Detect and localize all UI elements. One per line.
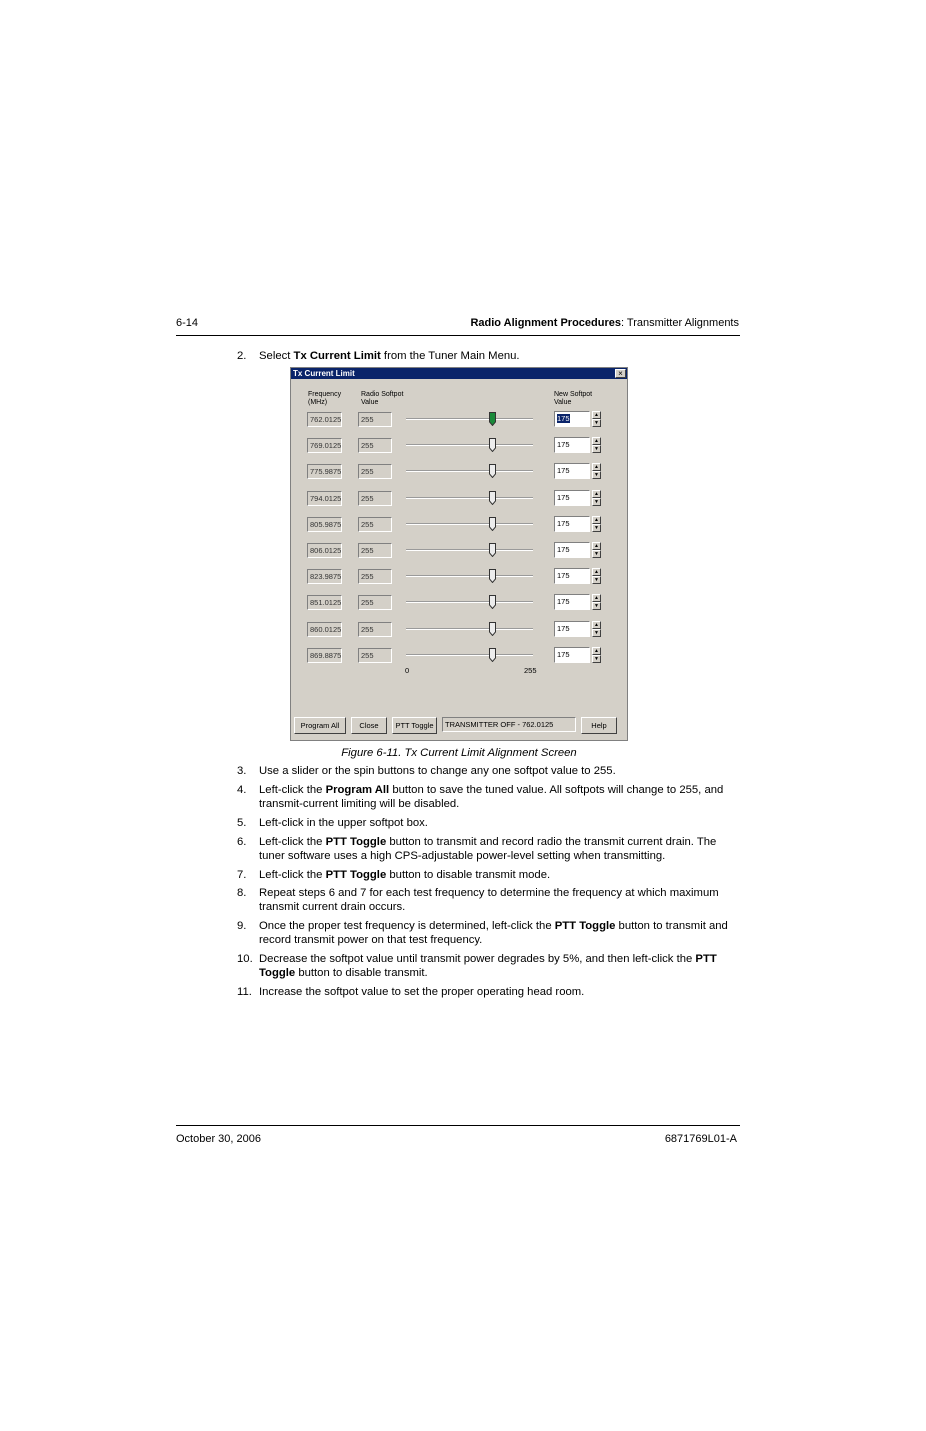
spin-down-icon[interactable]: ▼ [592, 576, 601, 584]
spin-down-icon[interactable]: ▼ [592, 419, 601, 427]
step-number: 4. [237, 784, 247, 796]
help-button[interactable]: Help [581, 717, 617, 734]
new-softpot-value: 175 [557, 571, 570, 580]
col-header-frequency-line1: Frequency [308, 391, 342, 398]
softpot-slider-track[interactable] [406, 497, 533, 499]
running-header-section: Radio Alignment Procedures [470, 317, 621, 329]
new-softpot-value: 175 [557, 493, 570, 502]
spin-down-icon[interactable]: ▼ [592, 524, 601, 532]
step-text-part: Once the proper test frequency is determined, left-click the [259, 920, 555, 932]
spin-buttons [592, 594, 601, 610]
step-text-part: button to transmit and record transmit power on that test frequency. [259, 920, 728, 946]
new-softpot-value: 175 [557, 440, 570, 449]
col-header-radio-line2: Value [361, 399, 379, 406]
step-text [259, 868, 737, 882]
step-number: 6. [237, 836, 247, 848]
radio-softpot-field: 255 [358, 491, 392, 506]
step-text [259, 985, 737, 999]
spin-down-icon[interactable]: ▼ [592, 550, 601, 558]
tx-current-limit-dialog [290, 367, 628, 741]
softpot-slider-thumb[interactable] [489, 622, 496, 636]
new-softpot-input[interactable] [554, 647, 590, 663]
step-text-part: Repeat steps 6 and 7 for each test frequency to determine the frequency at which maximum transmit current drain occurs. [259, 887, 719, 913]
new-softpot-value: 175 [557, 466, 570, 475]
step-text-part: Left-click the [259, 784, 326, 796]
new-softpot-input[interactable] [554, 621, 590, 637]
col-header-new-line1: New Softpot [554, 391, 593, 398]
softpot-slider-thumb[interactable] [489, 412, 496, 426]
step-number: 10. [237, 953, 253, 965]
new-softpot-value: 175 [557, 650, 570, 659]
spin-up-icon[interactable]: ▲ [592, 463, 601, 471]
dialog-title: Tx Current Limit [293, 369, 355, 378]
spin-up-icon[interactable]: ▲ [592, 647, 601, 655]
step-text-part: from the Tuner Main Menu. [380, 350, 520, 362]
step-text-bold: PTT Toggle [554, 920, 616, 932]
radio-softpot-field: 255 [358, 648, 392, 663]
frequency-field: 794.0125 [307, 491, 342, 506]
spin-down-icon[interactable]: ▼ [592, 471, 601, 479]
step-11 [237, 985, 737, 999]
step-5 [237, 816, 737, 830]
softpot-slider-thumb[interactable] [489, 648, 496, 662]
new-softpot-value: 175 [557, 545, 570, 554]
frequency-field: 869.8875 [307, 648, 342, 663]
step-3 [237, 764, 737, 778]
running-header [470, 317, 739, 329]
new-softpot-value: 175 [557, 624, 570, 633]
footer-doc-id: 6871769L01-A [664, 1133, 737, 1145]
step-text-bold: Tx Current Limit [293, 350, 381, 362]
spin-up-icon[interactable]: ▲ [592, 437, 601, 445]
spin-up-icon[interactable]: ▲ [592, 516, 601, 524]
softpot-slider-track[interactable] [406, 444, 533, 446]
radio-softpot-field: 255 [358, 464, 392, 479]
step-text [259, 816, 737, 830]
col-header-frequency-line2: (MHz) [308, 399, 328, 406]
spin-buttons [592, 490, 601, 506]
softpot-slider-thumb[interactable] [489, 569, 496, 583]
step-text-part: Left-click the [259, 836, 326, 848]
step-text-part: Increase the softpot value to set the proper operating head room. [259, 986, 585, 998]
col-header-radio-line1: Radio Softpot [361, 391, 404, 398]
spin-buttons [592, 463, 601, 479]
col-header-new-softpot [554, 391, 592, 407]
step-text [259, 349, 737, 363]
step-8 [237, 886, 737, 914]
step-text [259, 835, 737, 863]
spin-buttons [592, 647, 601, 663]
softpot-slider-track[interactable] [406, 628, 533, 630]
step-number: 5. [237, 817, 247, 829]
spin-up-icon[interactable]: ▲ [592, 594, 601, 602]
ptt-toggle-button[interactable]: PTT Toggle [392, 717, 437, 734]
spin-up-icon[interactable]: ▲ [592, 411, 601, 419]
step-text-part: Use a slider or the spin buttons to change any one softpot value to 255. [259, 765, 616, 777]
dialog-titlebar[interactable] [291, 368, 627, 379]
spin-down-icon[interactable]: ▼ [592, 602, 601, 610]
radio-softpot-field: 255 [358, 622, 392, 637]
step-2 [237, 349, 737, 363]
header-rule [176, 335, 740, 336]
step-text [259, 783, 737, 811]
spin-buttons [592, 621, 601, 637]
page-number: 6-14 [176, 317, 199, 329]
new-softpot-input[interactable] [554, 594, 590, 610]
step-text-part: button to disable transmit mode. [386, 869, 551, 881]
softpot-slider-thumb[interactable] [489, 543, 496, 557]
spin-down-icon[interactable]: ▼ [592, 629, 601, 637]
softpot-slider-track[interactable] [406, 470, 533, 472]
new-softpot-input[interactable] [554, 411, 590, 427]
radio-softpot-field: 255 [358, 569, 392, 584]
step-text-part: button to disable transmit. [295, 967, 428, 979]
program-all-button[interactable]: Program All [294, 717, 346, 734]
step-10 [237, 952, 737, 980]
footer-date: October 30, 2006 [176, 1133, 262, 1145]
new-softpot-input[interactable] [554, 516, 590, 532]
new-softpot-value: 175 [557, 519, 570, 528]
spin-buttons [592, 516, 601, 532]
frequency-field: 805.9875 [307, 517, 342, 532]
new-softpot-input[interactable] [554, 463, 590, 479]
spin-down-icon[interactable]: ▼ [592, 655, 601, 663]
close-icon[interactable]: × [615, 369, 626, 378]
spin-buttons [592, 437, 601, 453]
step-6 [237, 835, 737, 863]
step-9 [237, 919, 737, 947]
spin-up-icon[interactable]: ▲ [592, 542, 601, 550]
footer-rule [176, 1125, 740, 1126]
frequency-field: 775.9875 [307, 464, 342, 479]
spin-up-icon[interactable]: ▲ [592, 490, 601, 498]
radio-softpot-field: 255 [358, 595, 392, 610]
new-softpot-value: 175 [557, 597, 570, 606]
spin-buttons [592, 568, 601, 584]
radio-softpot-field: 255 [358, 412, 392, 427]
step-text-bold: Program All [325, 784, 390, 796]
spin-down-icon[interactable]: ▼ [592, 445, 601, 453]
frequency-field: 860.0125 [307, 622, 342, 637]
frequency-field: 851.0125 [307, 595, 342, 610]
softpot-slider-track[interactable] [406, 601, 533, 603]
step-number: 2. [237, 350, 247, 362]
slider-scale-min: 0 [405, 666, 410, 675]
figure-caption: Figure 6-11. Tx Current Limit Alignment Screen [341, 747, 577, 759]
softpot-slider-thumb[interactable] [489, 491, 496, 505]
softpot-slider-thumb[interactable] [489, 595, 496, 609]
step-number: 11. [237, 986, 252, 998]
frequency-field: 806.0125 [307, 543, 342, 558]
spin-buttons [592, 542, 601, 558]
step-7 [237, 868, 737, 882]
col-header-radio-softpot [361, 391, 403, 407]
softpot-slider-thumb[interactable] [489, 517, 496, 531]
softpot-slider-track[interactable] [406, 654, 533, 656]
step-text-part: button to save the tuned value. All softpots will change to 255, and transmit-current limiting will be disabled. [259, 784, 724, 810]
col-header-frequency [308, 391, 341, 407]
new-softpot-input[interactable] [554, 437, 590, 453]
new-softpot-value: 175 [557, 414, 570, 423]
step-number: 3. [237, 765, 247, 777]
running-header-subsection: : Transmitter Alignments [621, 317, 739, 329]
step-text-part: Select [259, 350, 294, 362]
step-number: 7. [237, 869, 247, 881]
step-text-part: button to transmit and record radio the transmit current drain. The tuner software uses a high CPS-adjustable power-level setting when transmitting. [259, 836, 717, 862]
step-text-part: Left-click the [259, 869, 326, 881]
slider-scale-max: 255 [524, 666, 537, 675]
status-field: TRANSMITTER OFF - 762.0125 [442, 717, 576, 732]
step-text-bold: PTT Toggle [259, 953, 717, 979]
step-text-part: Decrease the softpot value until transmit power degrades by 5%, and then left-click the [259, 953, 696, 965]
frequency-field: 823.9875 [307, 569, 342, 584]
spin-up-icon[interactable]: ▲ [592, 568, 601, 576]
new-softpot-input[interactable] [554, 568, 590, 584]
spin-down-icon[interactable]: ▼ [592, 498, 601, 506]
radio-softpot-field: 255 [358, 517, 392, 532]
softpot-slider-track[interactable] [406, 523, 533, 525]
step-number: 9. [237, 920, 247, 932]
step-text-bold: PTT Toggle [325, 869, 387, 881]
softpot-slider-thumb[interactable] [489, 438, 496, 452]
new-softpot-input[interactable] [554, 542, 590, 558]
step-text [259, 952, 737, 980]
col-header-new-line2: Value [554, 399, 572, 406]
softpot-slider-thumb[interactable] [489, 464, 496, 478]
softpot-slider-track[interactable] [406, 418, 533, 420]
radio-softpot-field: 255 [358, 543, 392, 558]
step-text [259, 919, 737, 947]
step-text [259, 764, 737, 778]
new-softpot-input[interactable] [554, 490, 590, 506]
softpot-slider-track[interactable] [406, 575, 533, 577]
step-text-bold: PTT Toggle [325, 836, 387, 848]
frequency-field: 769.0125 [307, 438, 342, 453]
step-number: 8. [237, 887, 247, 899]
spin-up-icon[interactable]: ▲ [592, 621, 601, 629]
step-4 [237, 783, 737, 811]
radio-softpot-field: 255 [358, 438, 392, 453]
spin-buttons [592, 411, 601, 427]
step-text [259, 886, 737, 914]
frequency-field: 762.0125 [307, 412, 342, 427]
step-text-part: Left-click in the upper softpot box. [259, 817, 428, 829]
close-button[interactable]: Close [351, 717, 387, 734]
softpot-slider-track[interactable] [406, 549, 533, 551]
